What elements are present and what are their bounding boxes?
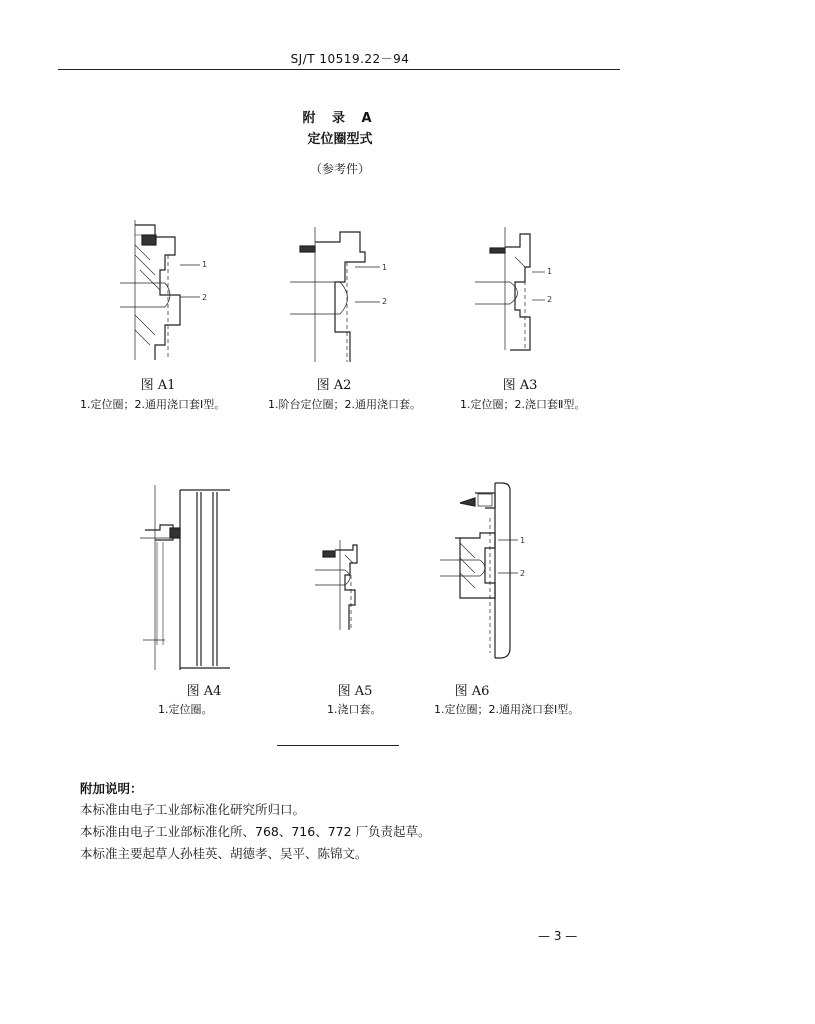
figure-a5-label: 图 A5 <box>337 684 373 699</box>
figure-a1-label: 图 A1 <box>140 378 176 393</box>
figure-a3-label: 图 A3 <box>502 378 538 393</box>
figure-a1-drawing <box>120 215 220 365</box>
additional-notes-title: 附加说明： <box>80 781 143 796</box>
figure-a3-drawing <box>470 222 570 367</box>
figure-a1-caption: 1.定位圈；2.通用浇口套Ⅰ型。 <box>80 398 226 411</box>
figure-a6-drawing <box>440 478 540 663</box>
figure-a5-drawing <box>315 535 385 635</box>
figure-a4-drawing <box>135 480 245 675</box>
figure-a6-label: 图 A6 <box>454 684 490 699</box>
header-rule <box>58 69 620 70</box>
additional-note-line: 本标准主要起草人孙桂英、胡德孝、吴平、陈锦文。 <box>80 846 368 861</box>
figure-a6-callout-2: 2 <box>520 569 526 578</box>
separator-rule <box>277 745 399 746</box>
page-number: — 3 — <box>538 929 578 943</box>
appendix-title: 附 录 A <box>302 111 378 126</box>
figure-a2-callout-1: 1 <box>382 263 388 272</box>
figure-a4-caption: 1.定位圈。 <box>158 703 213 716</box>
figure-a6-caption: 1.定位圈；2.通用浇口套Ⅰ型。 <box>434 703 580 716</box>
appendix-subtitle: 定位圈型式 <box>307 132 373 147</box>
figure-a3-callout-1: 1 <box>547 267 553 276</box>
appendix-note: （参考件） <box>309 162 370 176</box>
figure-a1-callout-1: 1 <box>202 260 208 269</box>
additional-note-line: 本标准由电子工业部标准化研究所归口。 <box>80 802 306 817</box>
additional-note-line: 本标准由电子工业部标准化所、768、716、772 厂负责起草。 <box>80 824 431 839</box>
figure-a2-callout-2: 2 <box>382 297 388 306</box>
figure-a3-caption: 1.定位圈；2.浇口套Ⅱ型。 <box>460 398 586 411</box>
figure-a2-label: 图 A2 <box>316 378 352 393</box>
figure-a5-caption: 1.浇口套。 <box>327 703 382 716</box>
figure-a2-drawing <box>285 222 395 367</box>
figure-a1-callout-2: 2 <box>202 293 208 302</box>
figure-a6-callout-1: 1 <box>520 536 526 545</box>
figure-a2-caption: 1.阶台定位圈；2.通用浇口套。 <box>268 398 421 411</box>
figure-a3-callout-2: 2 <box>547 295 553 304</box>
standard-code: SJ/T 10519.22－94 <box>290 52 410 66</box>
figure-a4-label: 图 A4 <box>186 684 222 699</box>
